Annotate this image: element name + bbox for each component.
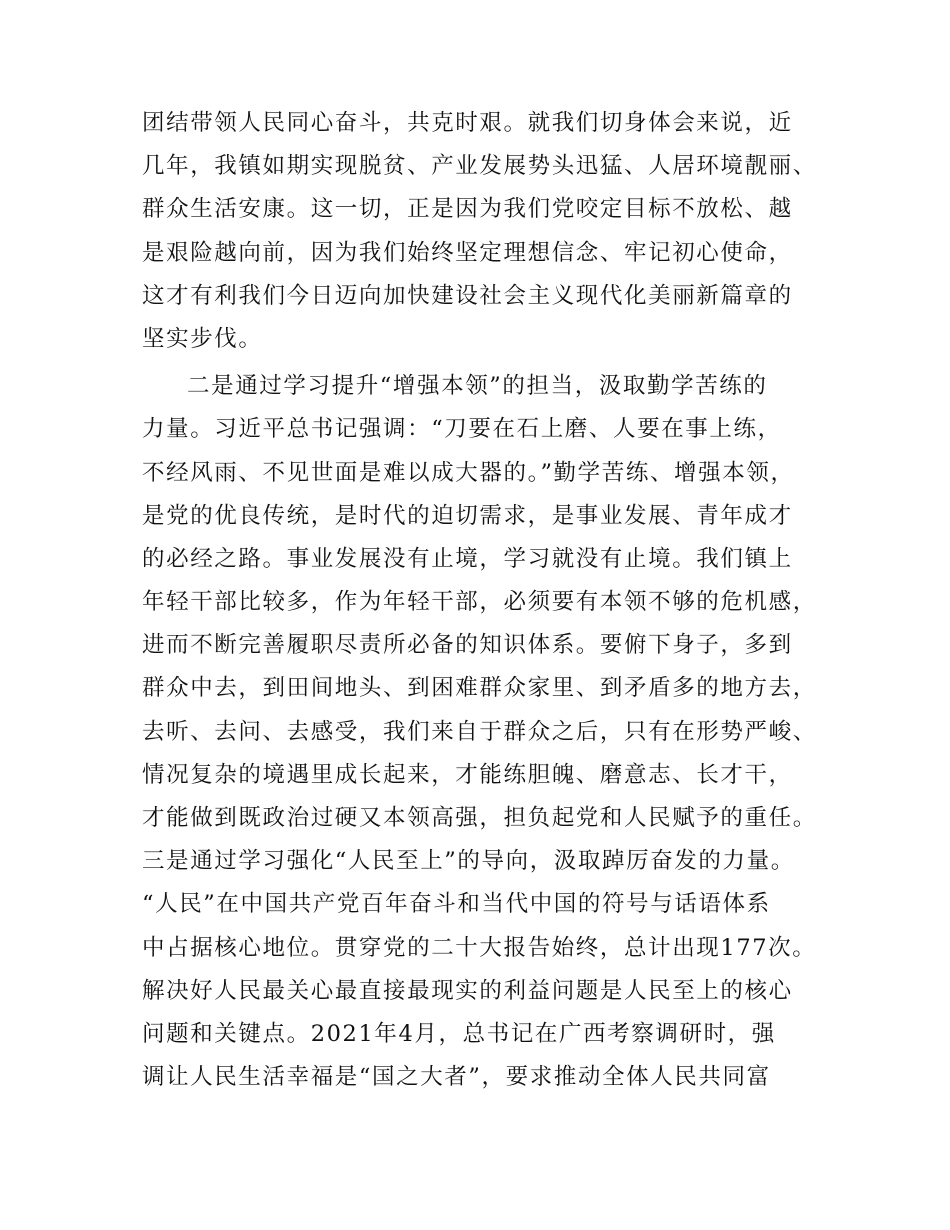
paragraph-1: [142, 102, 832, 361]
text-line: 去听、去问、去感受，我们来自于群众之后，只有在形势严峻、: [142, 718, 817, 745]
text-line: 不经风雨、不见世面是难以成大器的。”勤学苦练、增强本领，: [142, 459, 795, 486]
text-line: 是艰险越向前，因为我们始终坚定理想信念、牢记初心使命，: [142, 239, 793, 266]
text-line: 才能做到既政治过硬又本领高强，担负起党和人民赋予的重任。: [142, 805, 817, 831]
text-line: 是党的优良传统，是时代的迫切需求，是事业发展、青年成才: [142, 502, 793, 529]
paragraph-2: [142, 365, 832, 1099]
text-line: 的必经之路。事业发展没有止境，学习就没有止境。我们镇上: [142, 545, 793, 572]
text-line: 团结带领人民同心奋斗，共克时艰。就我们切身体会来说，近: [142, 110, 793, 136]
document-body: [142, 102, 832, 1099]
text-line: 解决好人民最关心最直接最现实的利益问题是人民至上的核心: [142, 977, 793, 1004]
text-line: 情况复杂的境遇里成长起来，才能练胆魄、磨意志、长才干，: [142, 761, 793, 788]
text-line: 群众生活安康。这一切，正是因为我们党咬定目标不放松、越: [142, 196, 793, 223]
text-line: 群众中去，到田间地头、到困难群众家里、到矛盾多的地方去，: [142, 675, 817, 702]
text-line: 坚实步伐。: [142, 325, 263, 352]
text-line: 力量。习近平总书记强调：“刀要在石上磨、人要在事上练，: [142, 416, 782, 443]
text-line: 进而不断完善履职尽责所必备的知识体系。要俯下身子，多到: [142, 632, 793, 659]
text-line-first: 二是通过学习提升“增强本领”的担当，汲取勤学苦练的: [187, 373, 768, 400]
text-line: 三是通过学习强化“人民至上”的导向，汲取踔厉奋发的力量。: [142, 848, 795, 875]
text-line: 中占据核心地位。贯穿党的二十大报告始终，总计出现177次。: [142, 934, 817, 961]
text-line: 问题和关键点。2021年4月，总书记在广西考察调研时，强: [142, 1020, 776, 1047]
text-line: 几年，我镇如期实现脱贫、产业发展势头迅猛、人居环境靓丽、: [142, 153, 817, 180]
text-line: 这才有利我们今日迈向加快建设社会主义现代化美丽新篇章的: [142, 282, 793, 309]
text-line: “人民”在中国共产党百年奋斗和当代中国的符号与话语体系: [142, 891, 771, 918]
text-line: 年轻干部比较多，作为年轻干部，必须要有本领不够的危机感，: [142, 589, 817, 616]
text-line: 调让人民生活幸福是“国之大者”，要求推动全体人民共同富: [142, 1064, 771, 1091]
